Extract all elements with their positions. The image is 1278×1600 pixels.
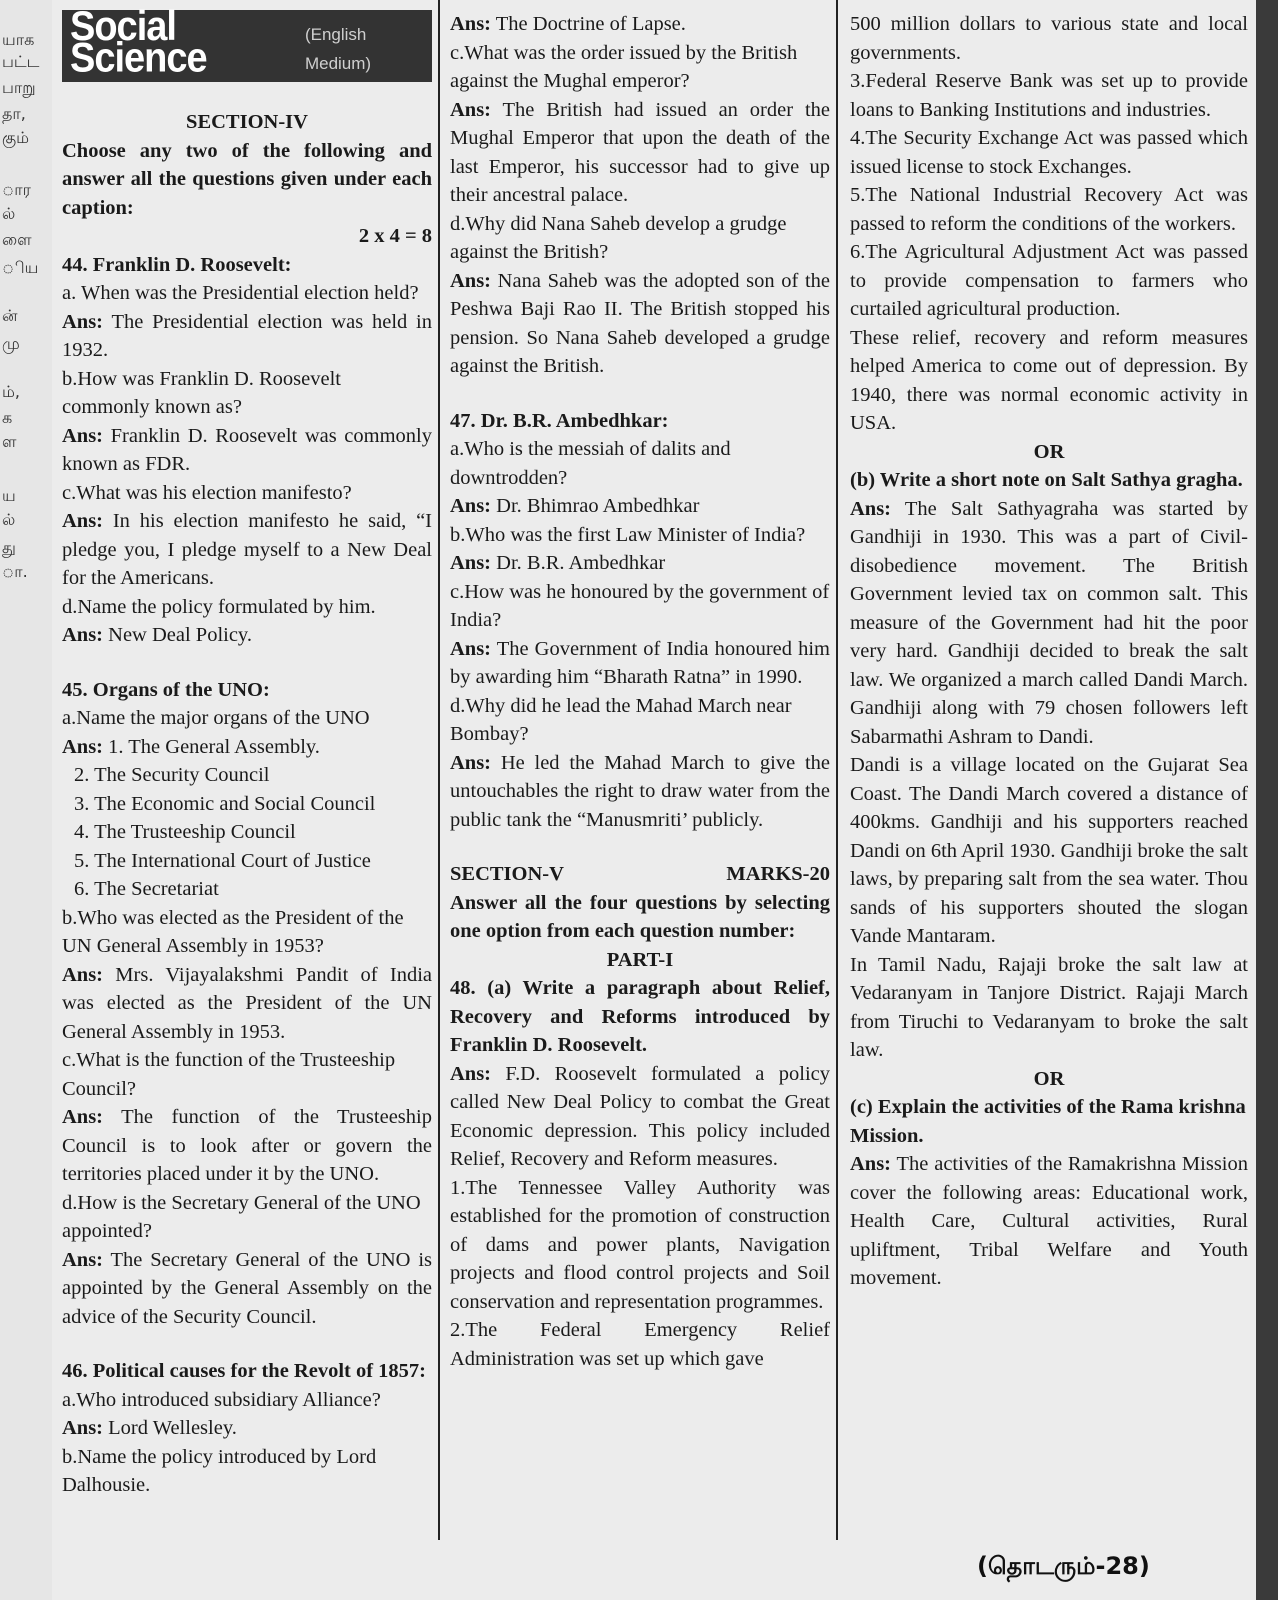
answer: Ans: The British had issued an order the Mughal Emperor that upon the death of the last Emperor, his successor had to give up their ancestral palace. (450, 98, 830, 206)
question: c.What was the order issued by the British against the Mughal emperor? (450, 41, 798, 92)
ans-label: Ans: (450, 98, 492, 121)
or-divider: OR (1033, 440, 1065, 463)
edge-fragment: கும் (2, 128, 29, 147)
page-shadow (1256, 0, 1278, 1600)
ans-label: Ans: (62, 1417, 104, 1439)
ans-label: Ans: (62, 624, 104, 646)
question: a.Who is the messiah of dalits and downtrodden? (450, 438, 731, 489)
answer: Ans: The Presidential election was held in 1932. (62, 310, 432, 361)
ans-label: Ans: (450, 751, 492, 774)
answer: Ans: The Salt Sathyagraha was started by Gandhiji in 1930. This was a part of Civil-disobedience movement. The British Government levied tax on common salt. This measure of the Government had hit the poor very hard. Gandhiji decided to break the salt law. We organized a march called Dandi March. Gandhiji along with 79 chosen followers left Sabarmathi Ashram to Dandi. (850, 497, 1248, 748)
masthead-title: Social Science (70, 3, 207, 81)
masthead (62, 3, 432, 82)
organ-item: 2. The Security Council (74, 764, 270, 786)
section-v-instructions: Answer all the four questions by selecting one option from each question number: (450, 891, 830, 942)
question: c.What was his election manifesto? (62, 481, 352, 504)
answer: Ans: In his election manifesto he said, “I pledge you, I pledge myself to a New Deal for the Americans. (62, 510, 432, 589)
points-list (850, 67, 1248, 324)
question-title: (c) Explain the activities of the Rama krishna Mission. (850, 1096, 1246, 1147)
qa-list (62, 904, 432, 1332)
edge-fragment: ல் (2, 510, 16, 529)
question: a. When was the Presidential election held? (62, 282, 419, 304)
organ-item: Ans: 1. The General Assembly. (62, 735, 320, 758)
ans-label: Ans: (62, 1106, 104, 1128)
answer: Ans: Nana Saheb was the adopted son of the Peshwa Baji Rao II. The British stopped his pension. So Nana Saheb developed a grudge against the British. (450, 269, 830, 377)
question-title: 44. Franklin D. Roosevelt: (62, 253, 292, 276)
edge-fragment: ம், (2, 382, 20, 401)
organ-item: 6. The Secretariat (74, 878, 219, 900)
part-title: PART-I (606, 948, 674, 971)
answer: Ans: Franklin D. Roosevelt was commonly known as FDR. (62, 424, 432, 475)
question: b.How was Franklin D. Roosevelt commonly known as? (62, 367, 342, 418)
point: 1.The Tennessee Valley Authority was established for the promotion of construction of dams and power plants, Navigation projects and flood control projects and Soil conservation and representation programmes. (450, 1176, 830, 1313)
qa-list (450, 435, 830, 834)
organ-item: 3. The Economic and Social Council (74, 792, 376, 815)
answer: Ans: The Secretary General of the UNO is appointed by the General Assembly on the advice of the Security Council. (62, 1248, 432, 1328)
qa-list (62, 279, 432, 650)
answer: Ans: He led the Mahad March to give the untouchables the right to draw water from the public tank the “Manusmriti’ publicly. (450, 751, 830, 831)
edge-fragment: தா, (2, 104, 26, 123)
answer: Ans: The Doctrine of Lapse. (450, 13, 686, 35)
organ-item: 5. The International Court of Justice (74, 849, 371, 872)
section-v-title: SECTION-V (450, 863, 564, 885)
point: 6.The Agricultural Adjustment Act was passed to provide compensation to farmers who curtailed agricultural production. (850, 241, 1248, 320)
edge-fragment: ளை (2, 230, 32, 249)
edge-fragment: ா. (2, 562, 28, 581)
question: d.Why did he lead the Mahad March near Bombay? (450, 694, 792, 745)
answer: Ans: New Deal Policy. (62, 624, 252, 646)
edge-fragment: ிய (2, 258, 39, 277)
question: a.Name the major organs of the UNO (62, 707, 370, 729)
edge-fragment: து (2, 538, 16, 557)
answer: Ans: Dr. B.R. Ambedhkar (450, 552, 666, 574)
or-divider: OR (1033, 1067, 1065, 1090)
edge-fragment: க (2, 408, 13, 427)
edge-fragment: ல் (2, 204, 16, 223)
summary: These relief, recovery and reform measures helped America to come out of depression. By 1940, there was normal economic activity in USA. (850, 326, 1248, 434)
answer: Ans: Dr. Bhimrao Ambedhkar (450, 495, 700, 517)
edge-fragment: யாக (2, 30, 35, 49)
ans-label: Ans: (450, 269, 492, 292)
point: 5.The National Industrial Recovery Act was passed to reform the conditions of the workers. (850, 184, 1248, 235)
column-3 (850, 10, 1248, 1293)
adjacent-page-edge (0, 0, 52, 1600)
edge-fragment: பாறு (2, 78, 36, 97)
ans-label: Ans: (850, 1153, 892, 1175)
question: c.What is the function of the Trusteeship Council? (62, 1049, 396, 1100)
question: c.How was he honoured by the government of India? (450, 580, 830, 631)
ans-label: Ans: (62, 424, 104, 447)
answer-paragraph: Dandi is a village located on the Gujarat Sea Coast. The Dandi March covered a distance of 400kms. Gandhiji and his supporters reached Dandi on 6th April 1930. Gandhiji broke the salt laws, by preparing salt from the sea water. Thou sands of his supporters shouted the slogan Vande Mantaram. (850, 754, 1248, 947)
edge-fragment: ார (2, 180, 31, 199)
instructions: Choose any two of the following and answer all the questions given under each caption: (62, 139, 432, 219)
question: b.Who was elected as the President of the UN General Assembly in 1953? (62, 906, 404, 957)
point: 2.The Federal Emergency Relief Administration was set up which gave (450, 1319, 830, 1370)
organ-item: 4. The Trusteeship Council (74, 821, 296, 843)
question: b.Who was the first Law Minister of India? (450, 523, 806, 546)
column-rule-2 (836, 0, 838, 1540)
question-title: (b) Write a short note on Salt Sathya gragha. (850, 469, 1243, 491)
question-title: 47. Dr. B.R. Ambedhkar: (450, 409, 669, 432)
section-title: SECTION-IV (186, 111, 308, 133)
ans-label: Ans: (450, 13, 492, 35)
continuation: 500 million dollars to various state and local governments. (850, 13, 1248, 64)
ans-label: Ans: (62, 963, 104, 986)
newspaper-page (52, 0, 1256, 1600)
edge-fragment: பட்ட (2, 52, 40, 71)
edge-fragment: ன் (2, 306, 18, 325)
answer: Ans: Mrs. Vijayalakshmi Pandit of India was elected as the President of the UN General Assembly in 1953. (62, 963, 433, 1043)
edge-fragment: மு (2, 334, 20, 353)
edge-fragment: ள (2, 432, 17, 451)
organs-list (62, 733, 432, 904)
section-v-marks: MARKS-20 (726, 863, 830, 885)
question: a.Who introduced subsidiary Alliance? (62, 1388, 381, 1411)
question-title: 48. (a) Write a paragraph about Relief, Recovery and Reforms introduced by Franklin D. Roosevelt. (450, 977, 830, 1056)
point: 3.Federal Reserve Bank was set up to provide loans to Banking Institutions and industries. (850, 70, 1248, 121)
masthead-subtitle: (English Medium) (304, 25, 372, 73)
answer: Ans: The activities of the Ramakrishna Mission cover the following areas: Educational work, Health Care, Cultural activities, Rural upliftment, Tribal Welfare and Youth movement. (850, 1153, 1248, 1289)
edge-fragment: ய (2, 486, 16, 505)
ans-label: Ans: (62, 310, 104, 333)
answer: Ans: F.D. Roosevelt formulated a policy called New Deal Policy to combat the Great Economic depression. This policy included Relief, Recovery and Reform measures. (450, 1062, 830, 1170)
question-title: 46. Political causes for the Revolt of 1857: (62, 1360, 426, 1382)
ans-label: Ans: (450, 1062, 492, 1085)
ans-label: Ans: (450, 637, 492, 660)
ans-label: Ans: (62, 510, 104, 532)
ans-label: Ans: (450, 495, 492, 517)
column-rule-1 (438, 0, 440, 1540)
answer: Ans: Lord Wellesley. (62, 1417, 237, 1439)
question: b.Name the policy introduced by Lord Dalhousie. (62, 1445, 377, 1496)
question: d.Name the policy formulated by him. (62, 595, 376, 618)
column-1 (62, 3, 433, 1500)
answer: Ans: The function of the Trusteeship Council is to look after or govern the territories placed under it by the UNO. (62, 1106, 432, 1185)
answer: Ans: The Government of India honoured him by awarding him “Bharath Ratna” in 1990. (450, 637, 830, 688)
question-title: 45. Organs of the UNO: (62, 678, 270, 701)
answer-paragraph: In Tamil Nadu, Rajaji broke the salt law at Vedaranyam in Tanjore District. Rajaji March from Tiruchi to Vedaranyam to broke the salt law. (850, 953, 1248, 1061)
ans-label: Ans: (450, 552, 492, 574)
continued-marker: (தொடரும்-28) (977, 1552, 1150, 1580)
ans-label: Ans: (62, 735, 104, 758)
qa-list (450, 39, 830, 381)
point: 4.The Security Exchange Act was passed which issued license to stock Exchanges. (850, 127, 1248, 178)
question: d.Why did Nana Saheb develop a grudge against the British? (450, 212, 787, 263)
question: d.How is the Secretary General of the UNO appointed? (62, 1191, 421, 1242)
marks: 2 x 4 = 8 (358, 225, 432, 247)
ans-label: Ans: (850, 497, 892, 520)
column-2 (450, 10, 830, 1373)
ans-label: Ans: (62, 1248, 104, 1271)
